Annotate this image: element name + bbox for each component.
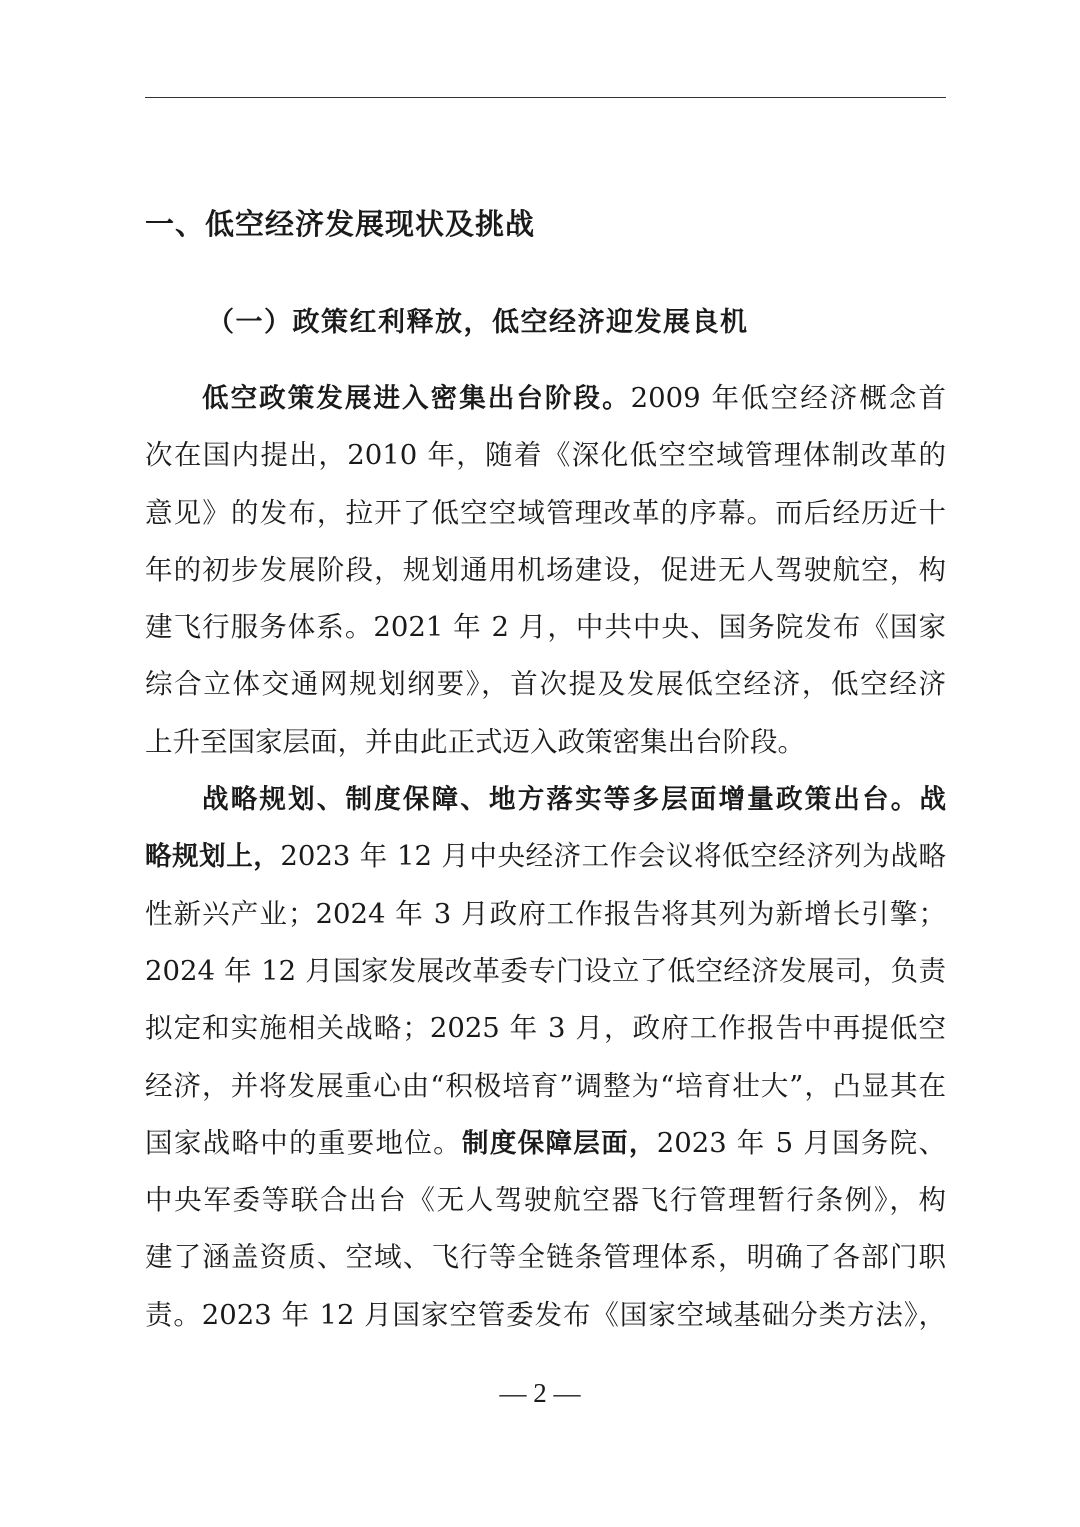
section-heading: 一、低空经济发展现状及挑战 [145, 207, 536, 241]
paragraph-2-line [145, 771, 946, 828]
paragraph-2-line: 拟定和实施相关战略；2025 年 3 月，政府工作报告中再提低空 [145, 1012, 946, 1045]
paragraph-2-lead: 战略规划、制度保障、地方落实等多层面增量政策出台。战 [202, 784, 946, 816]
paragraph-1-lead: 低空政策发展进入密集出台阶段。 [202, 383, 631, 414]
paragraph-1-line: 意见》的发布，拉开了低空空域管理改革的序幕。而后经历近十 [145, 496, 946, 529]
page-number: — 2 — [499, 1378, 581, 1408]
paragraph-1-line: 综合立体交通网规划纲要》，首次提及发展低空经济，低空经济 [145, 668, 946, 701]
paragraph-2-line: 性新兴产业；2024 年 3 月政府工作报告将其列为新增长引擎； [145, 897, 946, 930]
paragraph-2-line: 责。2023 年 12 月国家空管委发布《国家空域基础分类方法》， [145, 1298, 946, 1331]
strategy-plan-label: 略规划上， [145, 841, 281, 873]
body-text [145, 370, 946, 1344]
paragraph-1-line: 建飞行服务体系。2021 年 2 月，中共中央、国务院发布《国家 [145, 611, 946, 644]
header-rule [145, 97, 946, 98]
institution-guarantee-label: 制度保障层面， [462, 1127, 657, 1159]
paragraph-2-line: 2024 年 12 月国家发展改革委专门设立了低空经济发展司，负责 [145, 954, 946, 987]
paragraph-1-line: 次在国内提出，2010 年，随着《深化低空空域管理体制改革的 [145, 439, 946, 472]
paragraph-1-line: 上升至国家层面，并由此正式迈入政策密集出台阶段。 [145, 725, 805, 758]
sub-heading: （一）政策红利释放，低空经济迎发展良机 [207, 307, 749, 338]
paragraph-1-line: 年的初步发展阶段，规划通用机场建设，促进无人驾驶航空，构 [145, 553, 946, 586]
paragraph-2-line: 略规划上，2023 年 12 月中央经济工作会议将低空经济列为战略 [145, 840, 947, 873]
paragraph-2-line: 建了涵盖资质、空域、飞行等全链条管理体系，明确了各部门职 [145, 1241, 946, 1274]
paragraph-2-line: 经济，并将发展重心由“积极培育”调整为“培育壮大”，凸显其在 [145, 1069, 946, 1102]
paragraph-2-line: 中央军委等联合出台《无人驾驶航空器飞行管理暂行条例》，构 [145, 1184, 946, 1217]
paragraph-1-line: 低空政策发展进入密集出台阶段。2009 年低空经济概念首 [202, 382, 946, 414]
paragraph-2-line: 国家战略中的重要地位。制度保障层面，2023 年 5 月国务院、 [145, 1126, 947, 1159]
